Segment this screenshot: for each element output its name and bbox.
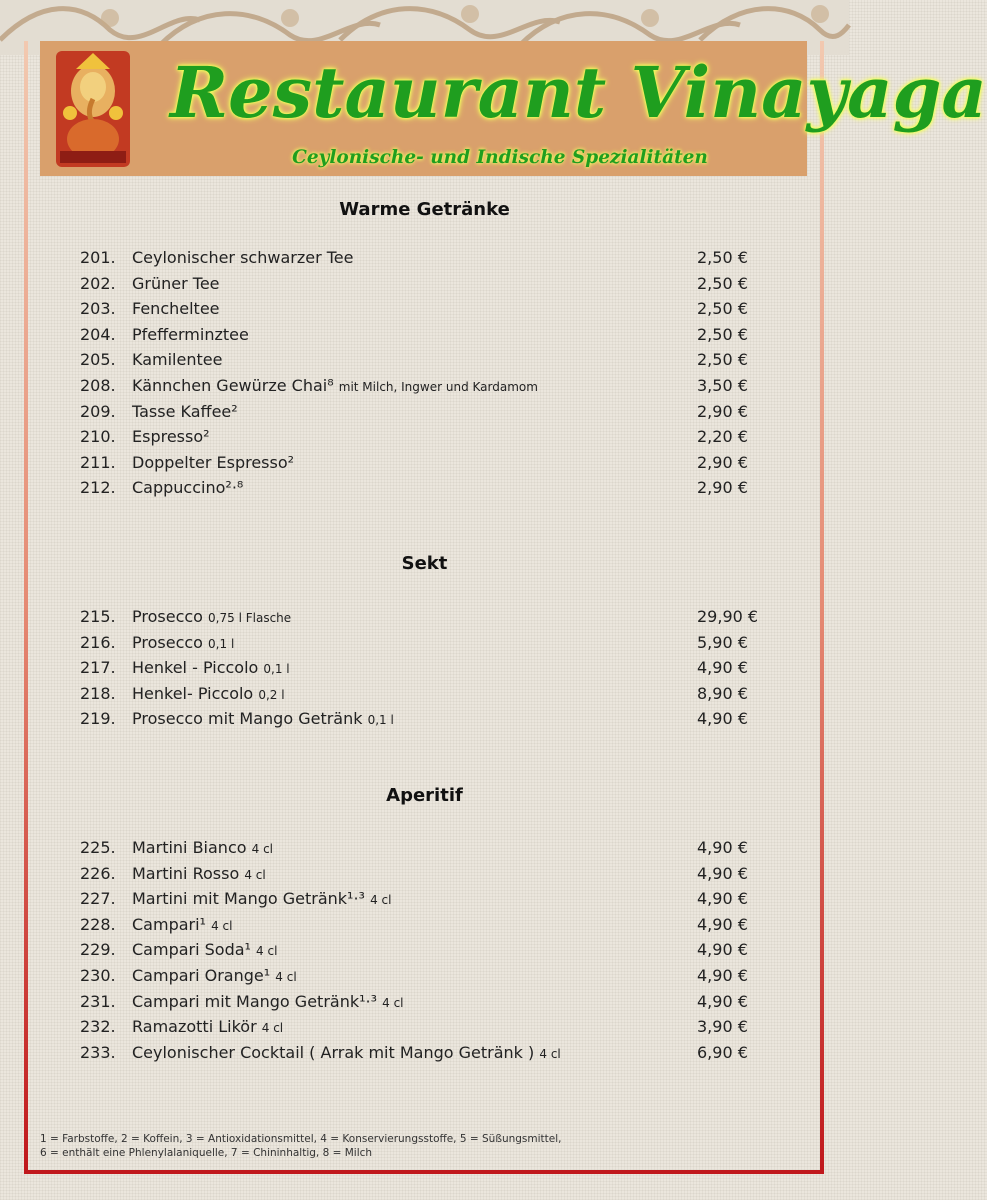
item-number: 217. bbox=[80, 658, 116, 678]
item-name-text: Fencheltee bbox=[132, 299, 220, 319]
footnote-line: 6 = enthält eine Phlenylalaniquelle, 7 = Chininhaltig, 8 = Milch bbox=[40, 1147, 373, 1159]
menu-item bbox=[0, 681, 849, 707]
item-number: 227. bbox=[80, 889, 116, 909]
restaurant-header-banner bbox=[40, 41, 987, 176]
menu-item bbox=[0, 373, 849, 399]
item-name-text: Campari mit Mango Getränk¹·³ bbox=[132, 991, 378, 1011]
item-number: 202. bbox=[80, 273, 116, 293]
item-number: 208. bbox=[80, 375, 116, 395]
item-number: 228. bbox=[80, 914, 116, 934]
item-number: 212. bbox=[80, 478, 116, 498]
menu-item bbox=[0, 655, 849, 681]
item-note: 4 cl bbox=[244, 867, 266, 882]
menu-item bbox=[0, 835, 849, 861]
item-name bbox=[132, 861, 266, 889]
item-name bbox=[132, 322, 249, 350]
section-title-sekt: Sekt bbox=[401, 553, 448, 574]
menu-list-aperitif bbox=[0, 835, 849, 1065]
item-price: 5,90 € bbox=[697, 632, 748, 652]
item-name bbox=[132, 835, 273, 863]
item-name bbox=[132, 937, 277, 965]
item-name-text: Martini Rosso bbox=[132, 863, 240, 883]
item-price: 3,90 € bbox=[697, 1017, 748, 1037]
item-note: 0,75 l Flasche bbox=[208, 611, 292, 625]
item-name-text: Espresso² bbox=[132, 427, 210, 447]
item-number: 210. bbox=[80, 427, 116, 447]
menu-item bbox=[0, 912, 849, 938]
menu-item bbox=[0, 630, 849, 656]
menu-item bbox=[0, 347, 849, 373]
item-name-text: Kamilentee bbox=[132, 350, 223, 370]
menu-item bbox=[0, 706, 849, 732]
menu-item bbox=[0, 1014, 849, 1040]
item-note: 4 cl bbox=[382, 995, 404, 1010]
item-price: 2,50 € bbox=[697, 299, 748, 319]
item-note: mit Milch, Ingwer und Kardamom bbox=[338, 379, 538, 394]
item-number: 226. bbox=[80, 863, 116, 883]
item-name-text: Campari¹ bbox=[132, 914, 206, 934]
item-note: 4 cl bbox=[256, 944, 278, 959]
item-price: 4,90 € bbox=[697, 863, 748, 883]
item-name bbox=[132, 424, 210, 452]
item-number: 205. bbox=[80, 350, 116, 370]
item-number: 230. bbox=[80, 965, 116, 985]
item-number: 216. bbox=[80, 632, 116, 652]
item-name-text: Prosecco bbox=[132, 632, 203, 652]
item-name-text: Cappuccino²·⁸ bbox=[132, 478, 244, 498]
item-name bbox=[132, 886, 391, 914]
menu-item bbox=[0, 963, 849, 989]
item-note: 4 cl bbox=[275, 969, 297, 984]
item-note: 0,1 l bbox=[263, 662, 290, 677]
item-price: 8,90 € bbox=[697, 683, 748, 703]
item-note: 0,1 l bbox=[208, 636, 235, 651]
item-number: 231. bbox=[80, 991, 116, 1011]
item-note: 4 cl bbox=[211, 918, 233, 933]
item-price: 2,90 € bbox=[697, 452, 748, 472]
item-note: 0,1 l bbox=[367, 713, 394, 728]
item-price: 2,90 € bbox=[697, 401, 748, 421]
item-name bbox=[132, 706, 394, 734]
item-number: 204. bbox=[80, 324, 116, 344]
menu-item bbox=[0, 271, 849, 297]
item-name bbox=[132, 245, 353, 273]
item-price: 4,90 € bbox=[697, 914, 748, 934]
item-name bbox=[132, 912, 232, 940]
item-name-text: Martini mit Mango Getränk¹·³ bbox=[132, 889, 365, 909]
item-price: 3,50 € bbox=[697, 375, 748, 395]
item-note: 4 cl bbox=[251, 842, 274, 856]
item-name bbox=[132, 630, 234, 658]
restaurant-subtitle: Ceylonische- und Indische Spezialitäten bbox=[292, 147, 708, 168]
footnote-line: 1 = Farbstoffe, 2 = Koffein, 3 = Antioxidationsmittel, 4 = Konservierungsstoffe, 5 = Süßungsmittel, bbox=[40, 1133, 562, 1145]
item-name bbox=[132, 296, 220, 324]
item-name-text: Ramazotti Likör bbox=[132, 1017, 257, 1037]
item-number: 203. bbox=[80, 299, 116, 319]
item-price: 6,90 € bbox=[697, 1042, 748, 1062]
item-name bbox=[132, 681, 285, 709]
section-title-warme-getraenke: Warme Getränke bbox=[339, 199, 510, 220]
item-number: 215. bbox=[80, 607, 116, 626]
item-price: 2,50 € bbox=[697, 350, 748, 370]
item-note: 4 cl bbox=[539, 1046, 561, 1061]
item-note: 4 cl bbox=[261, 1021, 284, 1036]
menu-item bbox=[0, 450, 849, 476]
menu-item bbox=[0, 604, 849, 630]
item-number: 211. bbox=[80, 452, 116, 472]
item-name bbox=[132, 655, 290, 683]
item-name-text: Henkel - Piccolo bbox=[132, 658, 259, 678]
item-number: 225. bbox=[80, 838, 116, 857]
item-price: 4,90 € bbox=[697, 709, 748, 729]
item-price: 2,50 € bbox=[697, 248, 748, 267]
menu-item bbox=[0, 424, 849, 450]
item-name bbox=[132, 450, 294, 478]
item-number: 209. bbox=[80, 401, 116, 421]
menu-item bbox=[0, 937, 849, 963]
item-price: 4,90 € bbox=[697, 940, 748, 960]
ganesha-image bbox=[56, 51, 130, 167]
item-price: 4,90 € bbox=[697, 991, 748, 1011]
item-name-text: Campari Soda¹ bbox=[132, 940, 251, 960]
item-name-text: Campari Orange¹ bbox=[132, 965, 271, 985]
item-name bbox=[132, 347, 222, 375]
restaurant-title: Restaurant Vinayaga bbox=[170, 51, 987, 134]
item-price: 29,90 € bbox=[697, 607, 759, 626]
menu-item bbox=[0, 399, 849, 425]
section-title-aperitif: Aperitif bbox=[386, 785, 463, 806]
item-note: 4 cl bbox=[370, 893, 392, 908]
item-note: 0,2 l bbox=[258, 687, 285, 702]
item-name bbox=[132, 604, 291, 632]
item-name bbox=[132, 1040, 561, 1068]
item-name-text: Martini Bianco bbox=[132, 838, 247, 857]
menu-item bbox=[0, 245, 849, 271]
menu-item bbox=[0, 1040, 849, 1066]
menu-item bbox=[0, 322, 849, 348]
item-price: 4,90 € bbox=[697, 658, 748, 678]
item-number: 218. bbox=[80, 683, 116, 703]
item-name bbox=[132, 963, 297, 991]
item-name-text: Doppelter Espresso² bbox=[132, 452, 295, 472]
item-name bbox=[132, 475, 243, 503]
item-price: 2,20 € bbox=[697, 427, 748, 447]
item-price: 2,50 € bbox=[697, 324, 748, 344]
item-name-text: Kännchen Gewürze Chai⁸ bbox=[132, 375, 334, 395]
menu-item bbox=[0, 989, 849, 1015]
item-name-text: Ceylonischer Cocktail ( Arrak mit Mango Getränk ) bbox=[132, 1042, 535, 1062]
item-name-text: Prosecco mit Mango Getränk bbox=[132, 709, 363, 729]
item-name-text: Pfefferminztee bbox=[132, 324, 249, 344]
item-price: 4,90 € bbox=[697, 889, 748, 909]
item-name bbox=[132, 373, 538, 401]
item-price: 4,90 € bbox=[697, 965, 748, 985]
item-number: 233. bbox=[80, 1042, 116, 1062]
menu-item bbox=[0, 886, 849, 912]
item-price: 2,90 € bbox=[697, 478, 748, 498]
item-price: 2,50 € bbox=[697, 273, 748, 293]
item-name bbox=[132, 989, 404, 1017]
item-number: 219. bbox=[80, 709, 116, 729]
item-number: 232. bbox=[80, 1017, 116, 1037]
menu-list-sekt bbox=[0, 604, 849, 732]
menu-item bbox=[0, 861, 849, 887]
menu-item bbox=[0, 475, 849, 501]
menu-list-warme-getraenke bbox=[0, 245, 849, 501]
item-name-text: Ceylonischer schwarzer Tee bbox=[132, 248, 354, 267]
item-name-text: Tasse Kaffee² bbox=[132, 401, 238, 421]
item-name bbox=[132, 399, 238, 427]
menu-item bbox=[0, 296, 849, 322]
item-number: 201. bbox=[80, 248, 116, 267]
allergen-footnote bbox=[40, 1132, 800, 1160]
item-name-text: Henkel- Piccolo bbox=[132, 683, 254, 703]
item-name bbox=[132, 1014, 283, 1042]
item-number: 229. bbox=[80, 940, 116, 960]
item-name bbox=[132, 271, 220, 299]
item-name-text: Prosecco bbox=[132, 607, 203, 626]
item-price: 4,90 € bbox=[697, 838, 748, 857]
item-name-text: Grüner Tee bbox=[132, 273, 220, 293]
